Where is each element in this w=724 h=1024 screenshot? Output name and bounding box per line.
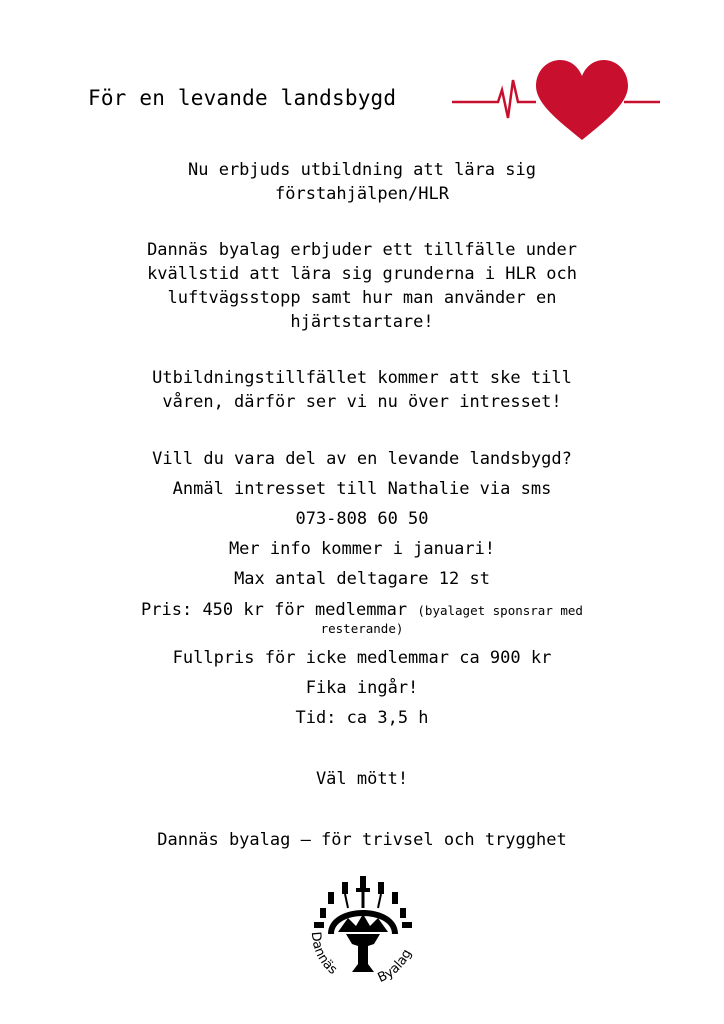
max-participants-value: Max antal deltagare 12 st: [234, 569, 490, 589]
price-note: (byalaget sponsrar med: [417, 603, 583, 618]
byalag-logo-icon: [298, 872, 428, 992]
contact-text: Anmäl intresset till Nathalie via sms: [172, 479, 552, 499]
logo-text-right: Byalag: [375, 946, 415, 986]
price-members: [40, 600, 684, 621]
intro-paragraph: [40, 158, 684, 206]
phone-number: 073-808 60 50: [295, 509, 429, 529]
timing-line: våren, därför ser vi nu över intresset!: [162, 392, 562, 412]
heart-ecg-icon: [448, 52, 664, 144]
timing-line: Utbildningstillfället kommer att ske till: [152, 368, 572, 388]
description-line: kvällstid att lära sig grunderna i HLR och: [147, 264, 577, 284]
signature-text: Dannäs byalag – för trivsel och trygghet: [157, 830, 567, 850]
ecg-line: [452, 80, 536, 118]
fika-text: Fika ingår!: [305, 678, 419, 698]
price-note-continued: resterande): [320, 621, 404, 636]
description-line: hjärtstartare!: [290, 312, 434, 332]
description-line: Dannäs byalag erbjuder ett tillfälle under: [147, 240, 577, 260]
greeting-text: Väl mött!: [315, 769, 409, 789]
page-title: För en levande landsbygd: [88, 86, 397, 110]
question-text: Vill du vara del av en levande landsbygd?: [152, 449, 572, 469]
heart-shape: [536, 60, 628, 140]
logo-text-left: Dannäs: [307, 931, 340, 978]
timing-paragraph: [40, 366, 684, 414]
duration-text: Tid: ca 3,5 h: [295, 708, 429, 728]
intro-line: Nu erbjuds utbildning att lära sig: [188, 160, 536, 180]
description-line: luftvägsstopp samt hur man använder en: [167, 288, 557, 308]
price-nonmembers-text: Fullpris för icke medlemmar ca 900 kr: [172, 648, 552, 668]
intro-line: förstahjälpen/HLR: [275, 184, 449, 204]
max-participants-text: [40, 569, 684, 589]
description-paragraph: [40, 238, 684, 334]
more-info-text: Mer info kommer i januari!: [228, 539, 496, 559]
logo-base: [346, 934, 380, 972]
price-members-text: Pris: 450 kr för medlemmar: [141, 600, 408, 620]
